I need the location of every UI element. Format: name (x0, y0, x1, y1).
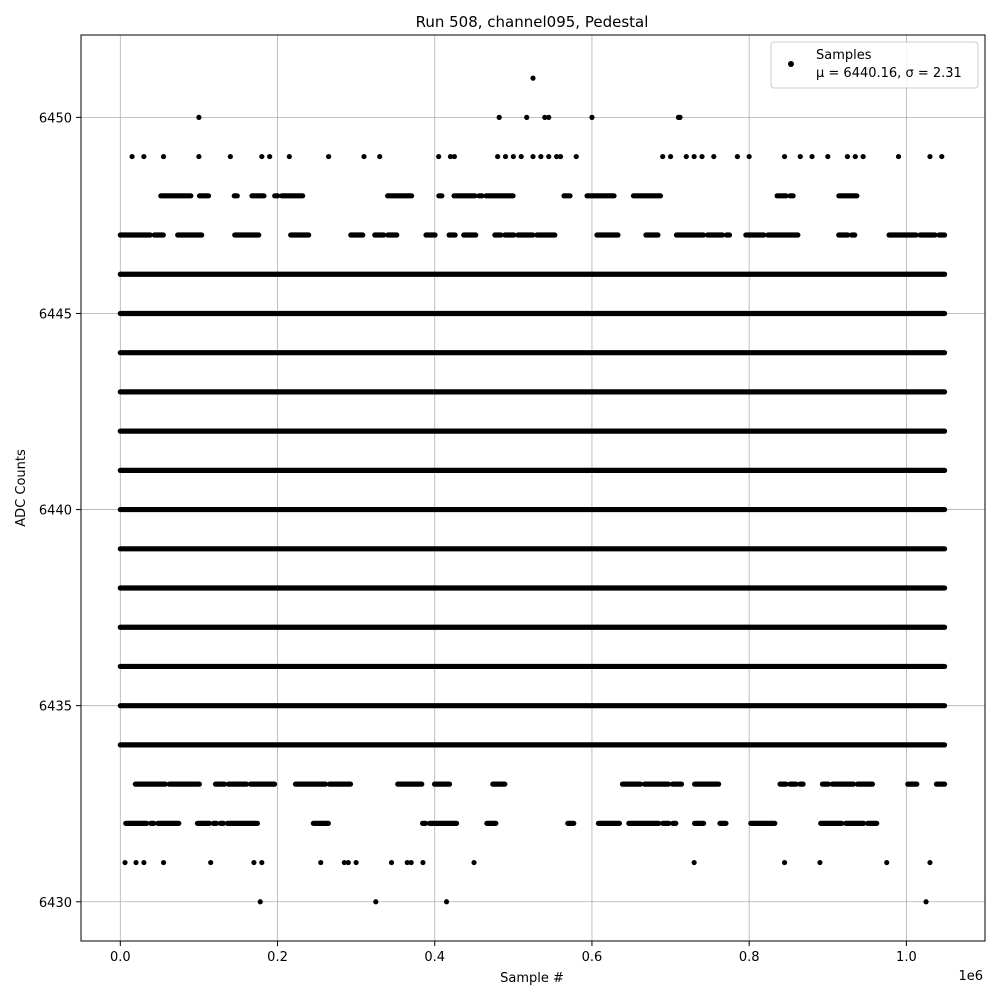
outlier-point (409, 860, 414, 865)
x-tick-label: 1.0 (896, 950, 917, 965)
outlier-point (196, 154, 201, 159)
outlier-point (747, 154, 752, 159)
outlier-point (923, 899, 928, 904)
outlier-point (259, 860, 264, 865)
x-tick-label: 0.8 (738, 950, 760, 965)
outlier-point (287, 154, 292, 159)
x-tick-label: 0.6 (581, 950, 603, 965)
x-tick-label: 0.0 (109, 950, 131, 965)
outlier-point (444, 899, 449, 904)
outlier-point (668, 154, 673, 159)
y-tick-label: 6440 (38, 503, 72, 519)
outlier-point (896, 154, 901, 159)
outlier-point (420, 860, 425, 865)
outlier-point (530, 154, 535, 159)
outlier-point (699, 154, 704, 159)
outlier-point (503, 154, 508, 159)
outlier-point (684, 154, 689, 159)
outlier-point (129, 154, 134, 159)
outlier-point (558, 154, 563, 159)
outlier-point (133, 860, 138, 865)
outlier-point (782, 860, 787, 865)
outlier-point (122, 860, 127, 865)
outlier-point (519, 154, 524, 159)
outlier-point (861, 154, 866, 159)
outlier-point (259, 154, 264, 159)
outlier-point (452, 154, 457, 159)
outlier-point (497, 115, 502, 120)
legend (771, 42, 978, 88)
outlier-point (361, 154, 366, 159)
outlier-point (377, 154, 382, 159)
outlier-point (228, 154, 233, 159)
outlier-point (141, 860, 146, 865)
x-tick-label: 0.4 (424, 950, 446, 965)
outlier-point (692, 154, 697, 159)
outlier-point (735, 154, 740, 159)
outlier-point (809, 154, 814, 159)
outlier-point (524, 115, 529, 120)
y-tick-label: 6430 (38, 895, 72, 911)
x-tick-label: 0.2 (267, 950, 288, 965)
outlier-point (326, 154, 331, 159)
outlier-point (141, 154, 146, 159)
chart-title: Run 508, channel095, Pedestal (415, 13, 649, 31)
legend-box (771, 42, 978, 88)
outlier-point (511, 154, 516, 159)
outlier-point (161, 860, 166, 865)
y-axis-label: ADC Counts (14, 449, 29, 527)
outlier-point (251, 860, 256, 865)
outlier-point (258, 899, 263, 904)
outlier-point (495, 154, 500, 159)
x-axis-label: Sample # (500, 971, 564, 986)
outlier-point (196, 115, 201, 120)
legend-marker (788, 61, 794, 67)
outlier-point (589, 115, 594, 120)
outlier-point (692, 860, 697, 865)
legend-stats-label: μ = 6440.16, σ = 2.31 (816, 66, 962, 81)
outlier-point (208, 860, 213, 865)
outlier-point (530, 76, 535, 81)
outlier-point (927, 154, 932, 159)
x-axis-offset-label: 1e6 (958, 969, 983, 984)
legend-series-label: Samples (816, 48, 872, 63)
outlier-point (161, 154, 166, 159)
outlier-point (660, 154, 665, 159)
outlier-point (927, 860, 932, 865)
outlier-point (436, 154, 441, 159)
outlier-point (471, 860, 476, 865)
outlier-point (346, 860, 351, 865)
outlier-point (546, 154, 551, 159)
outlier-point (574, 154, 579, 159)
outlier-point (845, 154, 850, 159)
outlier-point (782, 154, 787, 159)
outlier-point (817, 860, 822, 865)
outlier-point (853, 154, 858, 159)
outlier-point (884, 860, 889, 865)
outlier-point (354, 860, 359, 865)
outlier-point (538, 154, 543, 159)
outlier-point (267, 154, 272, 159)
y-tick-label: 6445 (38, 307, 72, 323)
outlier-point (546, 115, 551, 120)
outlier-point (677, 115, 682, 120)
outlier-point (318, 860, 323, 865)
outlier-point (825, 154, 830, 159)
outlier-point (373, 899, 378, 904)
outlier-point (711, 154, 716, 159)
outlier-point (389, 860, 394, 865)
outlier-point (939, 154, 944, 159)
y-tick-label: 6450 (38, 111, 72, 127)
y-tick-label: 6435 (38, 699, 72, 715)
outlier-point (798, 154, 803, 159)
